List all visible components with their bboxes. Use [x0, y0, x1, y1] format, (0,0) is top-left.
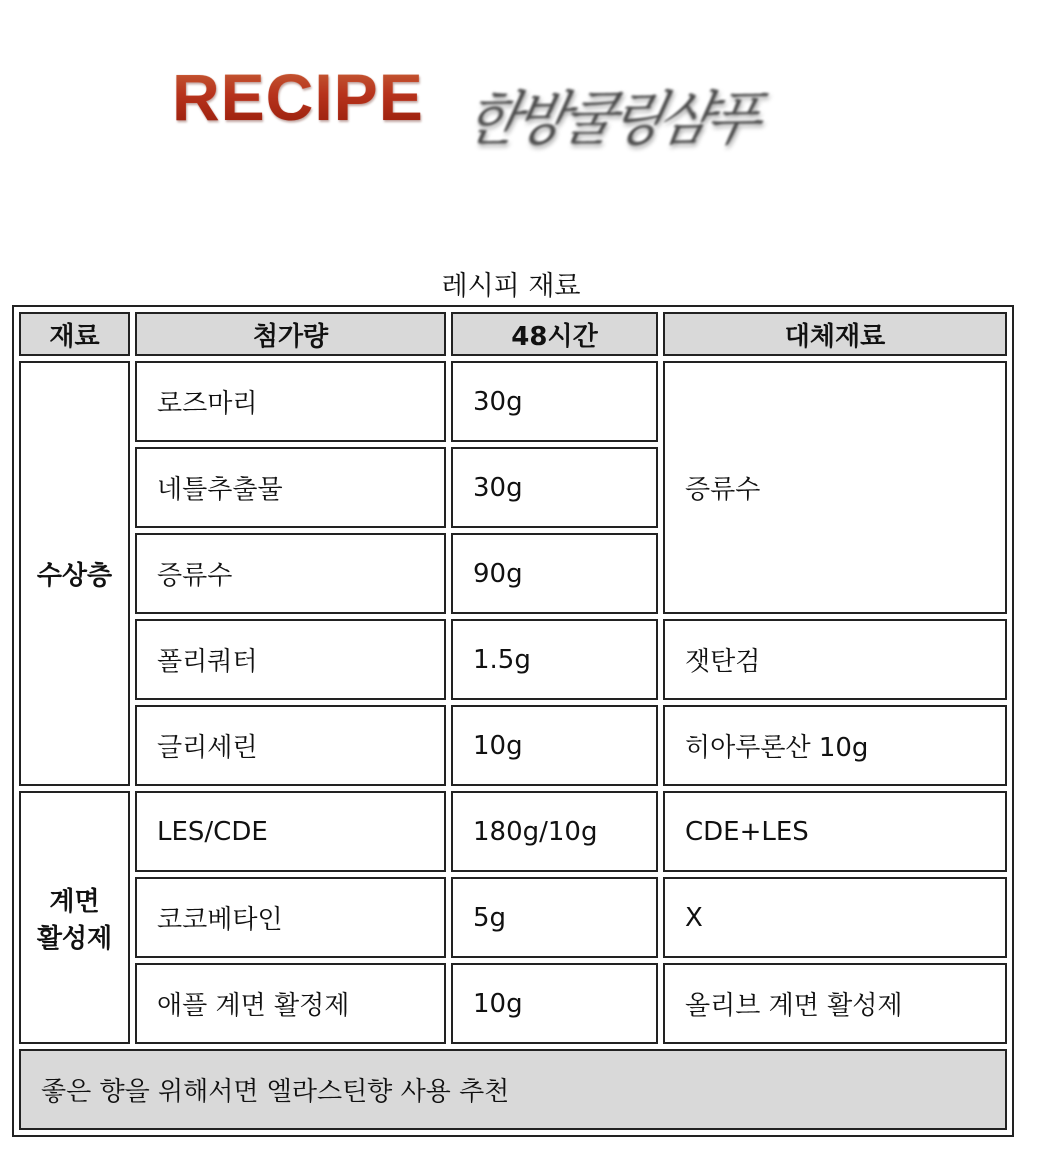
- amount-cell: 5g: [451, 877, 658, 958]
- substitute-cell: X: [663, 877, 1007, 958]
- ingredient-cell: 폴리쿼터: [135, 619, 446, 700]
- header-amount: 첨가량: [135, 312, 446, 356]
- table-caption: 레시피 재료: [441, 271, 581, 302]
- ingredient-cell: 글리세린: [135, 705, 446, 786]
- header: [0, 0, 1044, 240]
- note-cell: 좋은 향을 위해서면 엘라스틴향 사용 추천: [19, 1049, 1007, 1130]
- note-row: [19, 1049, 1007, 1130]
- table-row: [19, 963, 1007, 1044]
- recipe-logo: RECIPE: [172, 60, 424, 134]
- table-row: [19, 619, 1007, 700]
- group-label-surfactant: [19, 791, 130, 1044]
- table-row: [19, 877, 1007, 958]
- amount-cell: 30g: [451, 447, 658, 528]
- recipe-table: [12, 305, 1014, 1137]
- substitute-cell: 올리브 계면 활성제: [663, 963, 1007, 1044]
- header-ingredient: 재료: [19, 312, 130, 356]
- group-label-water-phase: [19, 361, 130, 786]
- ingredient-cell: 애플 계면 활정제: [135, 963, 446, 1044]
- group-label-line: 활성제: [36, 923, 113, 954]
- amount-cell: 180g/10g: [451, 791, 658, 872]
- amount-cell: 10g: [451, 705, 658, 786]
- table-header-row: [19, 312, 1007, 356]
- amount-cell: 90g: [451, 533, 658, 614]
- substitute-cell: 증류수: [663, 361, 1007, 614]
- table-row: [19, 705, 1007, 786]
- amount-cell: 30g: [451, 361, 658, 442]
- shampoo-title-logo: 한방쿨링샴푸: [458, 85, 762, 154]
- group-label-line: 계면: [49, 886, 100, 917]
- ingredient-cell: LES/CDE: [135, 791, 446, 872]
- substitute-cell: 잿탄검: [663, 619, 1007, 700]
- header-48h: 48시간: [451, 312, 658, 356]
- amount-cell: 1.5g: [451, 619, 658, 700]
- table-row: [19, 361, 1007, 442]
- table-row: [19, 791, 1007, 872]
- amount-cell: 10g: [451, 963, 658, 1044]
- group-label-line: 수상층: [36, 561, 113, 591]
- substitute-cell: CDE+LES: [663, 791, 1007, 872]
- ingredient-cell: 네틀추출물: [135, 447, 446, 528]
- substitute-cell: 히아루론산 10g: [663, 705, 1007, 786]
- header-substitute: 대체재료: [663, 312, 1007, 356]
- ingredient-cell: 코코베타인: [135, 877, 446, 958]
- ingredient-cell: 로즈마리: [135, 361, 446, 442]
- ingredient-cell: 증류수: [135, 533, 446, 614]
